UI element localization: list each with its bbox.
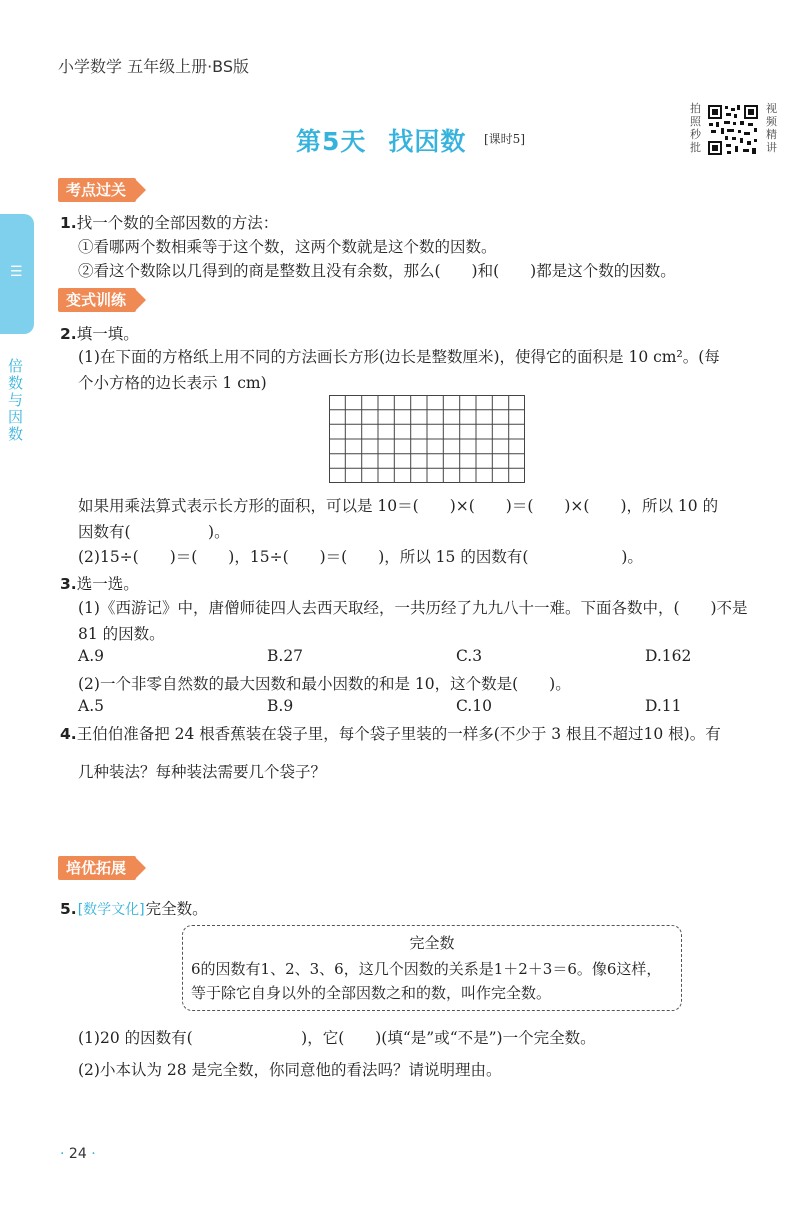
perfect-number-definition-box (182, 925, 682, 1011)
q5-part1: (1)20 的因数有( )，它( )(填“是”或“不是”)一个完全数。 (78, 1029, 596, 1047)
q5-text: 完全数。 (145, 900, 208, 918)
q2-text: 填一填。 (76, 325, 139, 343)
qr-left-text: 拍照秒批 (690, 102, 701, 154)
q4-line-b: 几种装法？每种装法需要几个袋子？ (78, 763, 327, 781)
q1-method-b: ②看这个数除以几得到的商是整数且没有余数，那么( )和( )都是这个数的因数。 (78, 262, 676, 280)
lesson-label: [课时5] (484, 132, 525, 146)
box-line-2: 等于除它自身以外的全部因数之和的数，叫作完全数。 (191, 984, 552, 1002)
q3-part2: (2)一个非零自然数的最大因数和最小因数的和是 10，这个数是( )。 (78, 675, 571, 693)
q5-part2: (2)小本认为 28 是完全数，你同意他的看法吗？请说明理由。 (78, 1061, 502, 1079)
section-tag-peiyou: 培优拓展 (58, 856, 136, 880)
q2-line (60, 322, 139, 344)
qr-right-text: 视频精讲 (766, 102, 777, 154)
q3-part1-line-b: 81 的因数。 (78, 625, 165, 643)
q4-line-a (60, 722, 721, 744)
q3-p1-option-a[interactable]: A.9 (78, 647, 104, 665)
q1-number: 1. (60, 214, 77, 232)
q4-number: 4. (60, 725, 77, 743)
q3-part1-line-a: (1)《西游记》中，唐僧师徒四人去西天取经，一共历经了九九八十一难。下面各数中，( )不是 (78, 599, 748, 617)
book-header: 小学数学 五年级上册·BS版 (58, 57, 250, 76)
q2-part1-line-c: 如果用乘法算式表示长方形的面积，可以是 10＝( )×( )＝( )×( )，所以 10 的 (78, 497, 719, 515)
q3-line (60, 572, 139, 594)
q3-p1-option-c[interactable]: C.3 (456, 647, 483, 665)
math-culture-tag: [数学文化] (77, 902, 145, 918)
q3-p1-option-b[interactable]: B.27 (267, 647, 304, 665)
q3-p2-option-d[interactable]: D.11 (645, 697, 682, 715)
q4-text-a: 王伯伯准备把 24 根香蕉装在袋子里，每个袋子里装的一样多(不少于 3 根且不超过10 根)。有 (76, 725, 721, 743)
q5-number: 5. (60, 900, 77, 918)
title-topic: 找因数 (388, 127, 467, 156)
q2-part2: (2)15÷( )＝( )，15÷( )＝( )，所以 15 的因数有( )。 (78, 548, 643, 566)
q2-part1-line-a: (1)在下面的方格纸上用不同的方法画长方形(边长是整数厘米)，使得它的面积是 10 cm²。(每 (78, 348, 720, 366)
title-day: 第5天 (296, 127, 367, 156)
q1-line (60, 211, 278, 233)
q3-p2-option-b[interactable]: B.9 (267, 697, 294, 715)
section-tag-kaodian: 考点过关 (58, 178, 136, 202)
chapter-vertical-title: 倍数与因数 (8, 357, 24, 443)
page-title (296, 122, 466, 158)
page-number: · 24 · (60, 1146, 96, 1162)
q5-line (60, 897, 208, 919)
qr-block (690, 102, 778, 160)
box-line-1: 6的因数有1、2、3、6，这几个因数的关系是1＋2＋3＝6。像6这样， (191, 960, 662, 978)
q2-part1-line-b: 个小方格的边长表示 1 cm) (78, 374, 267, 392)
page-number-value: 24 (68, 1146, 87, 1162)
chapter-side-tab (0, 214, 34, 334)
box-title: 完全数 (409, 934, 455, 952)
q2-number: 2. (60, 325, 77, 343)
section-tag-bianshi: 变式训练 (58, 288, 136, 312)
q3-p2-option-a[interactable]: A.5 (78, 697, 104, 715)
q1-text: 找一个数的全部因数的方法： (76, 214, 279, 232)
q2-part1-line-d: 因数有( )。 (78, 523, 230, 541)
q1-method-a: ①看哪两个数相乘等于这个数，这两个数就是这个数的因数。 (78, 238, 497, 256)
q3-number: 3. (60, 575, 77, 593)
qr-code-icon[interactable] (707, 104, 759, 156)
q3-text: 选一选。 (76, 575, 139, 593)
square-grid-paper[interactable] (329, 395, 525, 483)
q3-p1-option-d[interactable]: D.162 (645, 647, 692, 665)
q3-p2-option-c[interactable]: C.10 (456, 697, 492, 715)
menu-lines-icon: ☰ (10, 264, 23, 280)
